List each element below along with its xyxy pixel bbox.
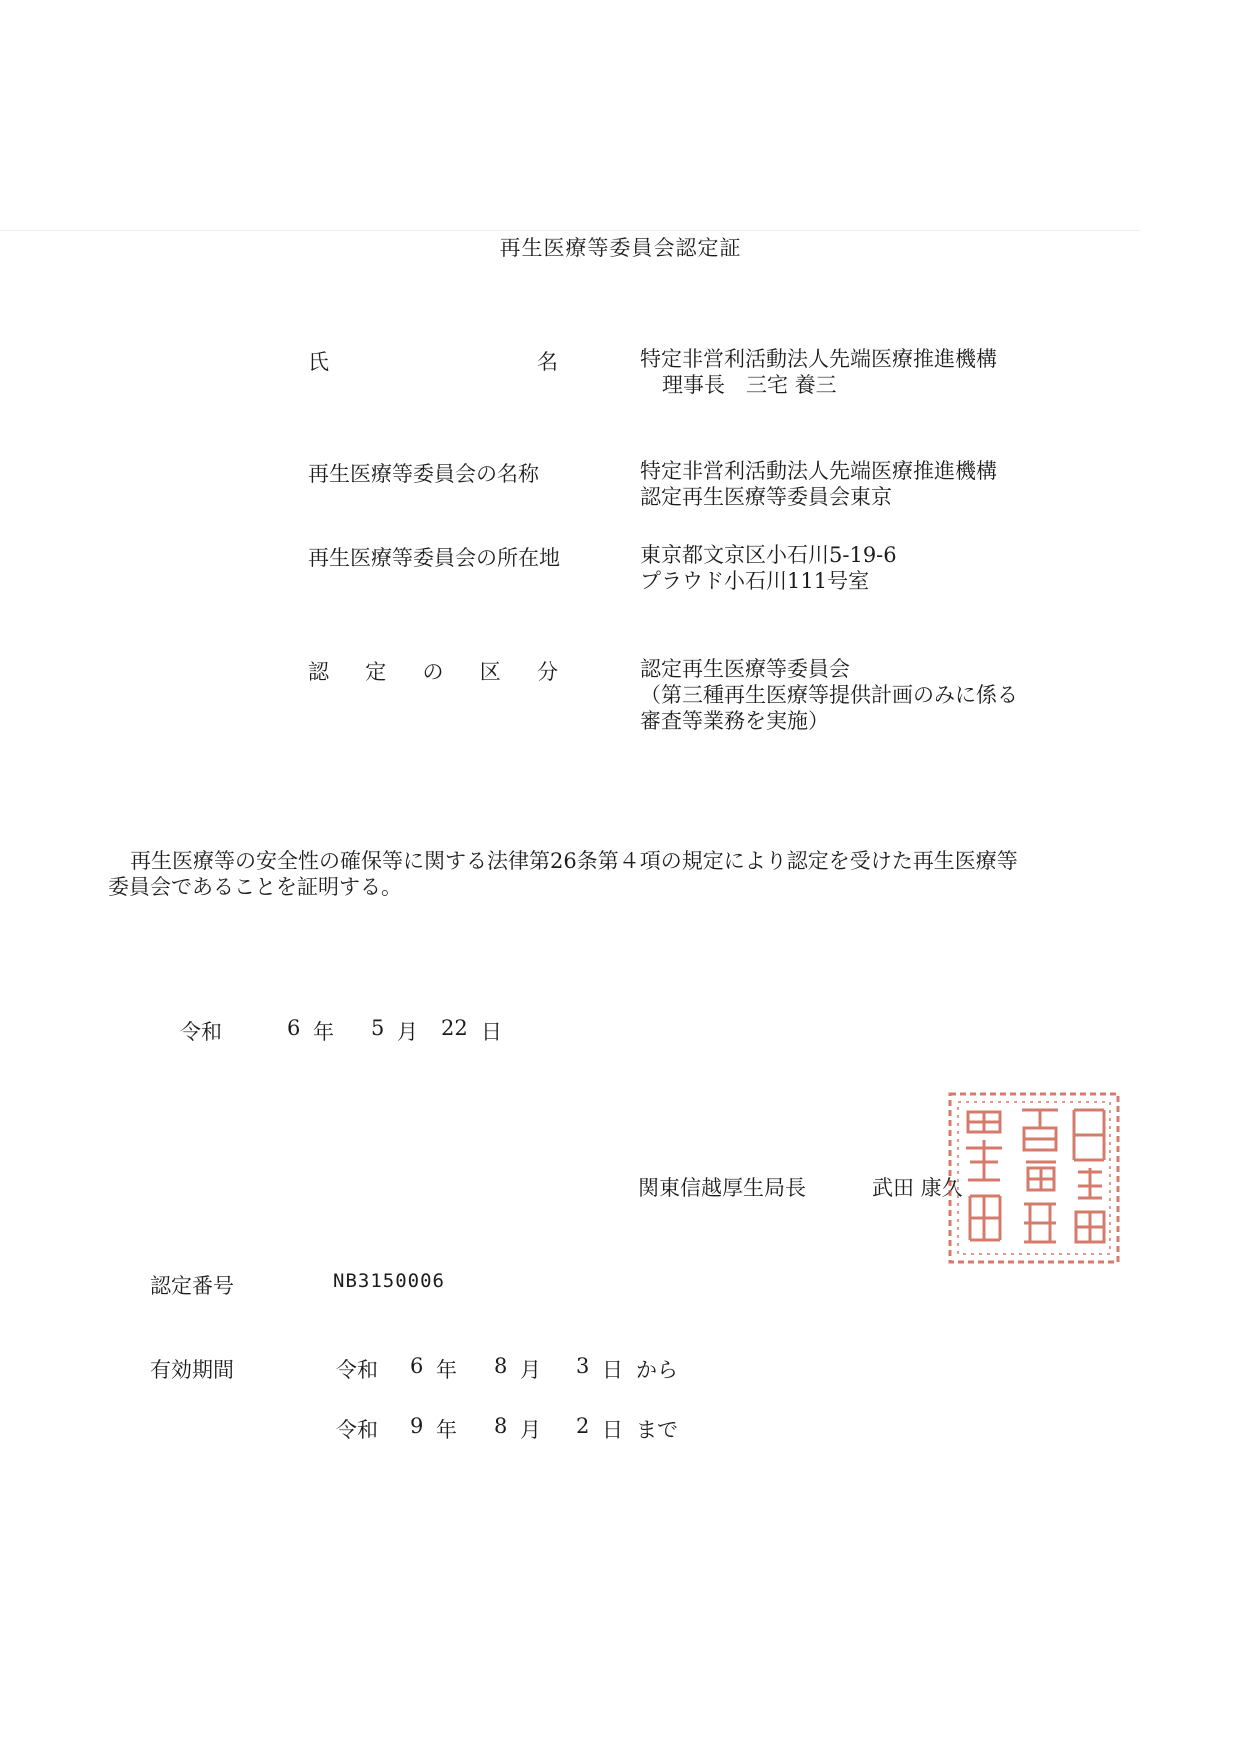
statement-line2: 委員会であることを証明する。 bbox=[108, 875, 402, 899]
classification-label-char: 定 bbox=[365, 660, 387, 684]
validity-to-suffix: まで bbox=[636, 1418, 678, 1442]
issuer-office: 関東信越厚生局長 bbox=[638, 1176, 806, 1200]
issue-date-year: 6 bbox=[287, 1016, 301, 1040]
validity-from-year-unit: 年 bbox=[436, 1358, 457, 1382]
cert-number-value: NB3150006 bbox=[333, 1270, 445, 1292]
validity-to-month-unit: 月 bbox=[520, 1418, 541, 1442]
classification-value bbox=[640, 656, 1018, 734]
issue-date-month: 5 bbox=[371, 1016, 385, 1040]
name-label-b: 名 bbox=[537, 350, 558, 374]
statement-line1: 再生医療等の安全性の確保等に関する法律第26条第４項の規定により認定を受けた再生医療等 bbox=[130, 849, 1018, 873]
issue-date-era: 令和 bbox=[180, 1020, 222, 1044]
classification-line1: 認定再生医療等委員会 bbox=[640, 657, 850, 681]
validity-from-month: 8 bbox=[494, 1354, 508, 1378]
name-label-a: 氏 bbox=[308, 350, 329, 374]
issue-date-day-unit: 日 bbox=[481, 1020, 502, 1044]
validity-to-day: 2 bbox=[576, 1414, 590, 1438]
validity-from-year: 6 bbox=[410, 1354, 424, 1378]
classification-label-char: 認 bbox=[308, 660, 329, 684]
classification-label-char: 区 bbox=[479, 660, 501, 684]
issue-date-day: 22 bbox=[441, 1016, 468, 1040]
document-title: 再生医療等委員会認定証 bbox=[499, 236, 742, 260]
official-seal-icon bbox=[944, 1088, 1124, 1268]
cert-number-label: 認定番号 bbox=[150, 1274, 234, 1298]
validity-from-suffix: から bbox=[636, 1358, 678, 1382]
name-value-line1: 特定非営利活動法人先端医療推進機構 bbox=[640, 347, 997, 371]
classification-line2: （第三種再生医療等提供計画のみに係る bbox=[640, 683, 1018, 707]
validity-from-era: 令和 bbox=[336, 1358, 378, 1382]
validity-to-era: 令和 bbox=[336, 1418, 378, 1442]
committee-name-label: 再生医療等委員会の名称 bbox=[308, 462, 539, 486]
classification-line3: 審査等業務を実施） bbox=[640, 709, 829, 733]
committee-name-line2: 認定再生医療等委員会東京 bbox=[640, 485, 892, 509]
classification-label-char: 分 bbox=[537, 660, 558, 684]
issue-date bbox=[0, 1016, 600, 1046]
validity-from-day: 3 bbox=[576, 1354, 590, 1378]
classification-label bbox=[308, 656, 558, 686]
committee-address-line1: 東京都文京区小石川5-19-6 bbox=[640, 543, 897, 567]
scan-fold-line bbox=[0, 230, 1140, 231]
validity-label: 有効期間 bbox=[150, 1358, 234, 1382]
validity-to-month: 8 bbox=[494, 1414, 508, 1438]
validity-from-day-unit: 日 bbox=[602, 1358, 623, 1382]
committee-name-line1: 特定非営利活動法人先端医療推進機構 bbox=[640, 459, 997, 483]
validity-to-day-unit: 日 bbox=[602, 1418, 623, 1442]
committee-address-line2: プラウド小石川111号室 bbox=[640, 569, 870, 593]
certification-statement bbox=[108, 848, 1108, 900]
validity-from-month-unit: 月 bbox=[520, 1358, 541, 1382]
validity-to-year: 9 bbox=[410, 1414, 424, 1438]
name-value bbox=[640, 346, 997, 398]
validity-to bbox=[0, 1414, 720, 1444]
name-label bbox=[308, 346, 558, 376]
name-value-line2: 理事長 三宅 養三 bbox=[662, 373, 837, 397]
validity-to-year-unit: 年 bbox=[436, 1418, 457, 1442]
committee-address-label: 再生医療等委員会の所在地 bbox=[308, 546, 560, 570]
issue-date-month-unit: 月 bbox=[397, 1020, 418, 1044]
issuer-name: 武田 康久 bbox=[872, 1176, 963, 1200]
validity-from bbox=[0, 1354, 720, 1384]
issue-date-year-unit: 年 bbox=[313, 1020, 334, 1044]
committee-name-value bbox=[640, 458, 997, 510]
committee-address-value bbox=[640, 542, 897, 594]
classification-label-char: の bbox=[422, 660, 444, 684]
